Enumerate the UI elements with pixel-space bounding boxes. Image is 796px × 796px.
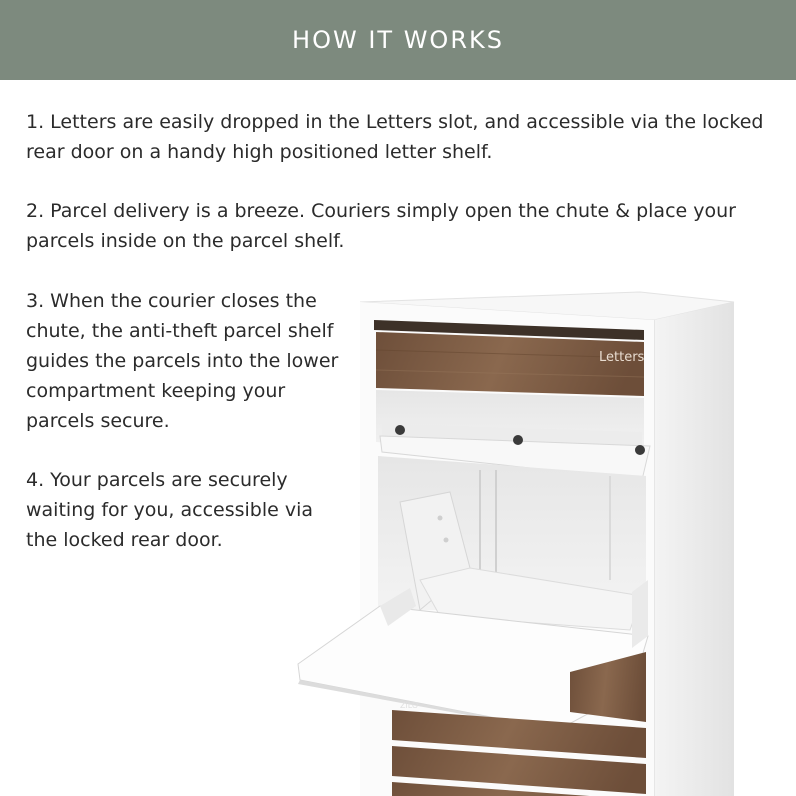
page-header [0, 0, 796, 80]
cabinet-side-panel [654, 302, 734, 796]
page-title: HOW IT WORKS [292, 26, 504, 54]
step-2-text: 2. Parcel delivery is a breeze. Couriers simply open the chute & place your parcels inside on the parcel shelf. [26, 200, 736, 252]
step-4-text: 4. Your parcels are securely waiting for you, accessible via the locked rear door. [26, 469, 314, 551]
step-3-text: 3. When the courier closes the chute, the anti-theft parcel shelf guides the parcels into the lower compartment keeping your parcels secure. [26, 290, 339, 432]
letters-label: Letters [599, 350, 645, 365]
parcel-box-illustration [270, 280, 796, 796]
step-1-text: 1. Letters are easily dropped in the Letters slot, and accessible via the locked rear door on a handy high positioned letter shelf. [26, 111, 764, 163]
svg-text:ZiLO: ZiLO [400, 701, 419, 710]
